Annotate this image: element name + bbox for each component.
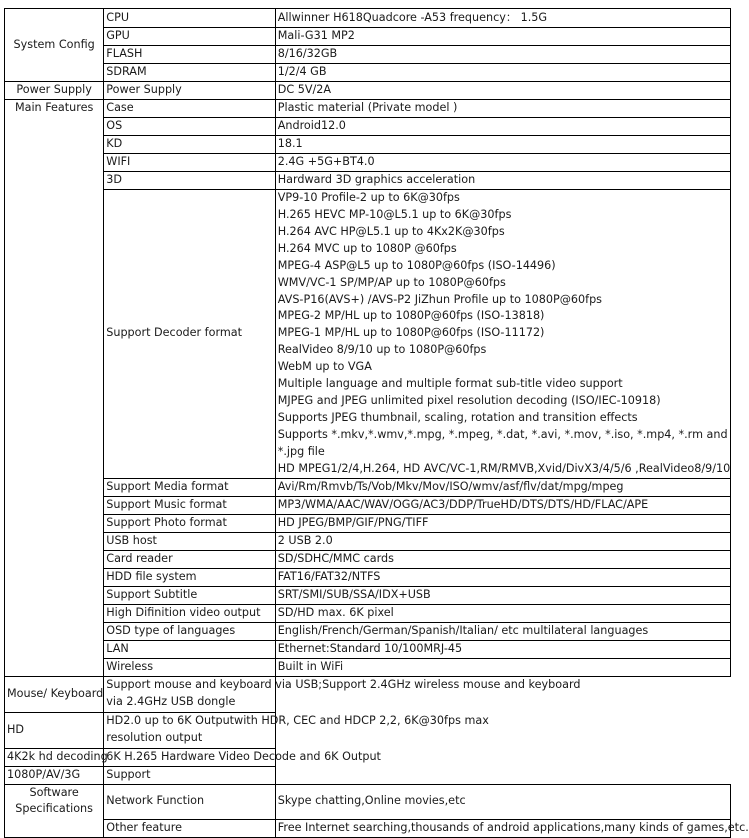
spec-value-av: Support bbox=[104, 766, 275, 784]
spec-key-sdram: SDRAM bbox=[104, 63, 275, 81]
category-main-features: Main Features bbox=[5, 99, 104, 676]
spec-key-power: Power Supply bbox=[104, 81, 275, 99]
spec-key-wireless: Wireless bbox=[104, 658, 275, 676]
table-row bbox=[5, 748, 731, 766]
spec-key-lan: LAN bbox=[104, 640, 275, 658]
spec-value-subtitle: SRT/SMI/SUB/SSA/IDX+USB bbox=[275, 586, 730, 604]
category-power-supply: Power Supply bbox=[5, 81, 104, 99]
table-row bbox=[5, 819, 731, 837]
spec-value-card: SD/SDHC/MMC cards bbox=[275, 550, 730, 568]
spec-key-media: Support Media format bbox=[104, 478, 275, 496]
decoder-line: Supports *.mkv,*.wmv,*.mpg, *.mpeg, *.dat, *.avi, *.mov, *.iso, *.mp4, *.rm and bbox=[277, 427, 728, 441]
spec-value-kd: 18.1 bbox=[275, 135, 730, 153]
spec-value-wifi: 2.4G +5G+BT4.0 bbox=[275, 153, 730, 171]
spec-value-sdram: 1/2/4 GB bbox=[275, 63, 730, 81]
table-row bbox=[5, 640, 731, 658]
hd-line: resolution output bbox=[106, 731, 203, 745]
spec-key-network: Network Function bbox=[104, 784, 275, 819]
table-row bbox=[5, 604, 731, 622]
table-row bbox=[5, 9, 731, 28]
decoder-line: H.264 AVC HP@L5.1 up to 4Kx2K@30fps bbox=[277, 224, 505, 238]
decoder-line: MJPEG and JPEG unlimited pixel resolution decoding (ISO/IEC-10918) bbox=[277, 393, 661, 407]
spec-key-music: Support Music format bbox=[104, 496, 275, 514]
spec-value-case: Plastic material (Private model ) bbox=[275, 99, 730, 117]
spec-value-osd: English/French/German/Spanish/Italian/ etc multilateral languages bbox=[275, 622, 730, 640]
spec-key-os: OS bbox=[104, 117, 275, 135]
spec-key-flash: FLASH bbox=[104, 45, 275, 63]
spec-value-wireless: Built in WiFi bbox=[275, 658, 730, 676]
table-row bbox=[5, 99, 731, 117]
spec-key-3d: 3D bbox=[104, 171, 275, 189]
spec-table bbox=[4, 8, 749, 838]
table-row bbox=[5, 586, 731, 604]
spec-value-os: Android12.0 bbox=[275, 117, 730, 135]
table-row bbox=[5, 514, 731, 532]
spec-key-hdout: High Difinition video output bbox=[104, 604, 275, 622]
spec-value-hdout: SD/HD max. 6K pixel bbox=[275, 604, 730, 622]
spec-value-photo: HD JPEG/BMP/GIF/PNG/TIFF bbox=[275, 514, 730, 532]
category-system-config: System Config bbox=[5, 9, 104, 82]
spec-value-music: MP3/WMA/AAC/WAV/OGG/AC3/DDP/TrueHD/DTS/DTS/HD/FLAC/APE bbox=[275, 496, 730, 514]
spec-value-lan: Ethernet:Standard 10/100MRJ-45 bbox=[275, 640, 730, 658]
decoder-line: *.jpg file bbox=[277, 444, 325, 458]
spec-value-gpu: Mali-G31 MP2 bbox=[275, 28, 730, 46]
decoder-line: Multiple language and multiple format sub-title video support bbox=[277, 377, 623, 391]
table-row bbox=[5, 676, 731, 712]
spec-key-usb: USB host bbox=[104, 532, 275, 550]
hd-line: HD2.0 up to 6K Outputwith HDR, CEC and HDCP 2,2, 6K@30fps max bbox=[106, 714, 489, 728]
spec-value-3d: Hardward 3D graphics acceleration bbox=[275, 171, 730, 189]
table-row bbox=[5, 622, 731, 640]
decoder-line: MPEG-1 MP/HL up to 1080P@60fps (ISO-11172) bbox=[277, 326, 545, 340]
spec-value-flash: 8/16/32GB bbox=[275, 45, 730, 63]
decoder-line: MPEG-4 ASP@L5 up to 1080P@60fps (ISO-14496) bbox=[277, 258, 556, 272]
spec-value-other: Free Internet searching,thousands of android applications,many kinds of games,etc. bbox=[275, 819, 730, 837]
decoder-line: MPEG-2 MP/HL up to 1080P@60fps (ISO-13818) bbox=[277, 309, 545, 323]
category-software-specs: Software Specifications bbox=[5, 784, 104, 837]
table-row bbox=[5, 171, 731, 189]
mouse-line: via 2.4GHz USB dongle bbox=[106, 695, 236, 709]
table-row bbox=[5, 478, 731, 496]
decoder-line: WebM up to VGA bbox=[277, 360, 372, 374]
decoder-line: HD MPEG1/2/4,H.264, HD AVC/VC-1,RM/RMVB,Xvid/DivX3/4/5/6 ,RealVideo8/9/10 bbox=[277, 461, 731, 475]
table-row bbox=[5, 117, 731, 135]
decoder-line: H.264 MVC up to 1080P @60fps bbox=[277, 241, 457, 255]
decoder-line: RealVideo 8/9/10 up to 1080P@60fps bbox=[277, 343, 487, 357]
decoder-line: H.265 HEVC MP-10@L5.1 up to 6K@30fps bbox=[277, 208, 512, 222]
table-row bbox=[5, 63, 731, 81]
spec-key-mouse: Mouse/ Keyboard bbox=[5, 676, 104, 712]
spec-key-hd: HD bbox=[5, 712, 104, 748]
table-row bbox=[5, 81, 731, 99]
table-row bbox=[5, 568, 731, 586]
spec-key-kd: KD bbox=[104, 135, 275, 153]
decoder-line: Supports JPEG thumbnail, scaling, rotation and transition effects bbox=[277, 410, 638, 424]
spec-value-decoder bbox=[275, 189, 730, 478]
spec-key-photo: Support Photo format bbox=[104, 514, 275, 532]
spec-value-4k2k: 6K H.265 Hardware Video Decode and 6K Output bbox=[104, 748, 275, 766]
decoder-line: WMV/VC-1 SP/MP/AP up to 1080P@60fps bbox=[277, 275, 506, 289]
table-row bbox=[5, 766, 731, 784]
table-row bbox=[5, 712, 731, 748]
spec-key-4k2k: 4K2k hd decoding bbox=[5, 748, 104, 766]
decoder-line: VP9-10 Profile-2 up to 6K@30fps bbox=[277, 191, 460, 205]
table-row bbox=[5, 28, 731, 46]
spec-key-card: Card reader bbox=[104, 550, 275, 568]
spec-key-case: Case bbox=[104, 99, 275, 117]
spec-key-decoder: Support Decoder format bbox=[104, 189, 275, 478]
spec-value-hd bbox=[104, 712, 489, 748]
table-row bbox=[5, 550, 731, 568]
table-row bbox=[5, 496, 731, 514]
table-row bbox=[5, 45, 731, 63]
spec-key-osd: OSD type of languages bbox=[104, 622, 275, 640]
table-row bbox=[5, 135, 731, 153]
table-row bbox=[5, 658, 731, 676]
spec-value-power: DC 5V/2A bbox=[275, 81, 730, 99]
spec-key-cpu: CPU bbox=[104, 9, 275, 28]
table-row bbox=[5, 532, 731, 550]
spec-key-other: Other feature bbox=[104, 819, 275, 837]
mouse-line: Support mouse and keyboard via USB;Support 2.4GHz wireless mouse and keyboard bbox=[106, 678, 581, 692]
spec-value-mouse bbox=[104, 676, 581, 712]
table-row bbox=[5, 189, 731, 478]
table-row bbox=[5, 153, 731, 171]
spec-key-wifi: WIFI bbox=[104, 153, 275, 171]
spec-value-usb: 2 USB 2.0 bbox=[275, 532, 730, 550]
spec-value-hdd: FAT16/FAT32/NTFS bbox=[275, 568, 730, 586]
spec-key-gpu: GPU bbox=[104, 28, 275, 46]
spec-key-hdd: HDD file system bbox=[104, 568, 275, 586]
spec-key-subtitle: Support Subtitle bbox=[104, 586, 275, 604]
decoder-line: AVS-P16(AVS+) /AVS-P2 JiZhun Profile up to 1080P@60fps bbox=[277, 292, 602, 306]
table-row bbox=[5, 784, 731, 819]
spec-value-media: Avi/Rm/Rmvb/Ts/Vob/Mkv/Mov/ISO/wmv/asf/flv/dat/mpg/mpeg bbox=[275, 478, 730, 496]
spec-value-network: Skype chatting,Online movies,etc bbox=[275, 784, 730, 819]
spec-key-av: 1080P/AV/3G bbox=[5, 766, 104, 784]
spec-value-cpu: Allwinner H618Quadcore -A53 frequency： 1.5G bbox=[275, 9, 730, 28]
